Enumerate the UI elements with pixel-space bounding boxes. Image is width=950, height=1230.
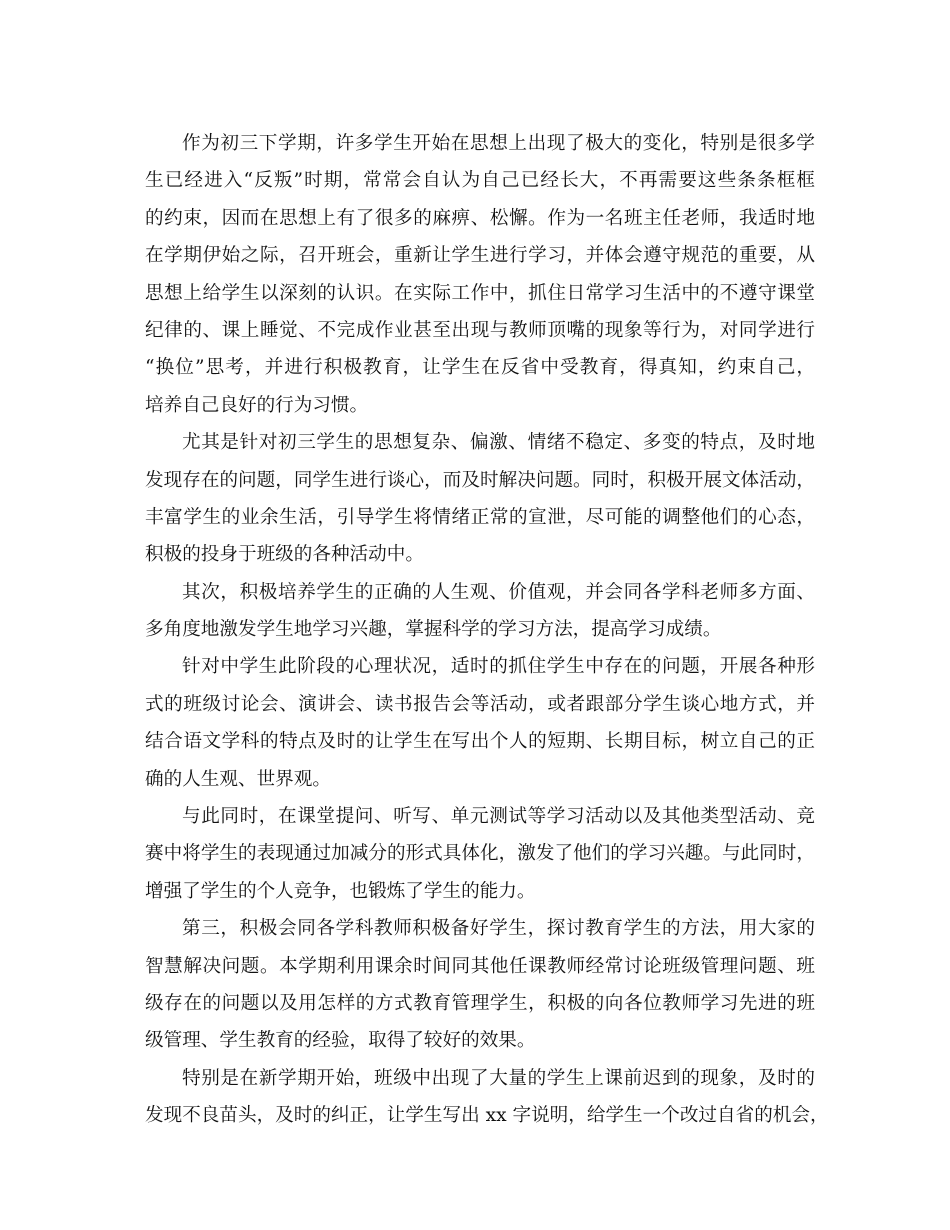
- text-line: 式的班级讨论会、演讲会、读书报告会等活动，或者跟部分学生谈心地方式，并: [145, 693, 815, 715]
- text-line: 结合语文学科的特点及时的让学生在写出个人的短期、长期目标，树立自己的正: [145, 731, 815, 753]
- text-line: 智慧解决问题。本学期利用课余时间同其他任课教师经常讨论班级管理问题、班: [145, 955, 815, 977]
- text-line: 与此同时，在课堂提问、听写、单元测试等学习活动以及其他类型活动、竞: [182, 806, 815, 828]
- text-line: 生已经进入“反叛”时期，常常会自认为自己已经长大，不再需要这些条条框框: [145, 170, 815, 192]
- text-line: 多角度地激发学生地学习兴趣，掌握科学的学习方法，提高学习成绩。: [145, 619, 722, 641]
- text-line: “换位”思考，并进行积极教育，让学生在反省中受教育，得真知，约束自己，: [145, 357, 815, 379]
- text-line: 发现不良苗头，及时的纠正，让学生写出 xx 字说明，给学生一个改过自省的机会，: [145, 1105, 829, 1127]
- text-line: 的约束，因而在思想上有了很多的麻痹、松懈。作为一名班主任老师，我适时地: [145, 207, 815, 229]
- text-line: 其次，积极培养学生的正确的人生观、价值观，并会同各学科老师多方面、: [182, 581, 815, 603]
- text-line: 纪律的、课上睡觉、不完成作业甚至出现与教师顶嘴的现象等行为，对同学进行: [145, 319, 815, 341]
- text-line: 积极的投身于班级的各种活动中。: [145, 544, 424, 566]
- text-line: 增强了学生的个人竞争，也锻炼了学生的能力。: [145, 880, 536, 902]
- text-line: 赛中将学生的表现通过加减分的形式具体化，激发了他们的学习兴趣。与此同时，: [145, 843, 815, 865]
- document-body: [145, 125, 829, 1135]
- text-line: 特别是在新学期开始，班级中出现了大量的学生上课前迟到的现象，及时的: [182, 1067, 815, 1089]
- text-line: 思想上给学生以深刻的认识。在实际工作中，抓住日常学习生活中的不遵守课堂: [145, 282, 815, 304]
- text-line: 丰富学生的业余生活，引导学生将情绪正常的宣泄，尽可能的调整他们的心态，: [145, 506, 815, 528]
- text-line: 级管理、学生教育的经验，取得了较好的效果。: [145, 1030, 536, 1052]
- text-line: 第三，积极会同各学科教师积极备好学生，探讨教育学生的方法，用大家的: [182, 918, 815, 940]
- text-line: 在学期伊始之际，召开班会，重新让学生进行学习，并体会遵守规范的重要，从: [145, 245, 815, 267]
- text-line: 培养自己良好的行为习惯。: [145, 394, 369, 416]
- text-line: 发现存在的问题，同学生进行谈心，而及时解决问题。同时，积极开展文体活动，: [145, 469, 815, 491]
- text-line: 级存在的问题以及用怎样的方式教育管理学生，积极的向各位教师学习先进的班: [145, 992, 815, 1014]
- text-line: 针对中学生此阶段的心理状况，适时的抓住学生中存在的问题，开展各种形: [182, 656, 815, 678]
- text-line: 尤其是针对初三学生的思想复杂、偏激、情绪不稳定、多变的特点，及时地: [182, 432, 815, 454]
- text-line: 作为初三下学期，许多学生开始在思想上出现了极大的变化，特别是很多学: [182, 133, 815, 154]
- text-line: 确的人生观、世界观。: [145, 768, 331, 790]
